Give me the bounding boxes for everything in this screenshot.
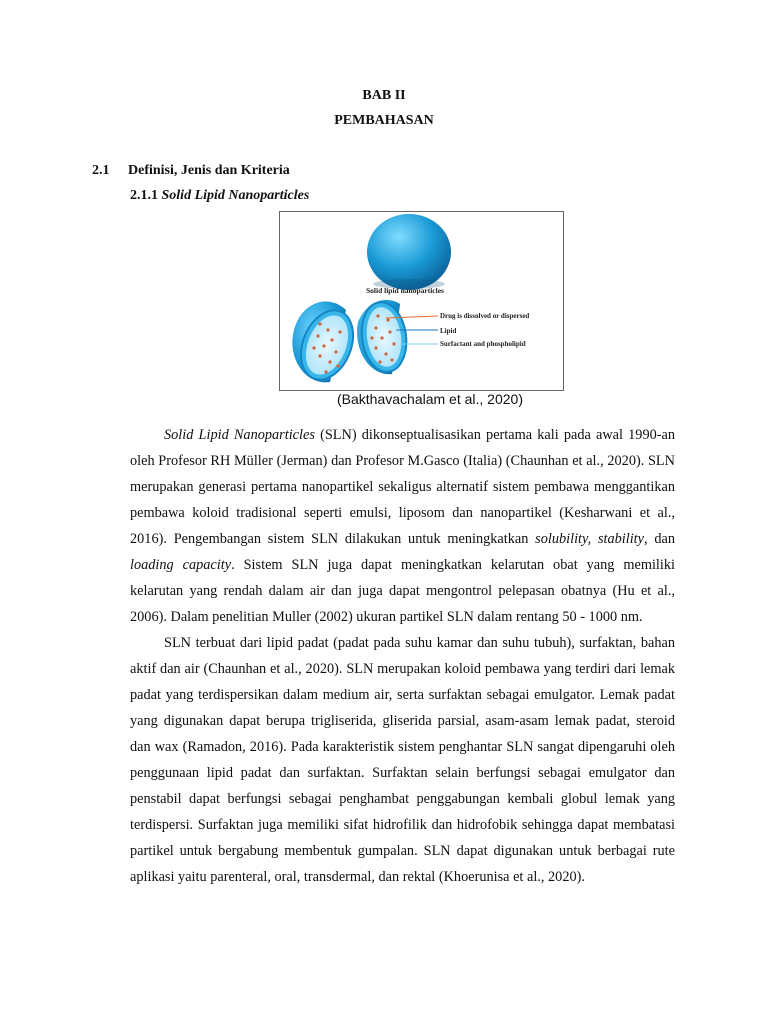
figure-caption: (Bakthavachalam et al., 2020) [337,391,523,407]
sln-figure [279,211,564,391]
figure-title-label: Solid lipid nanoparticles [366,286,444,295]
surfactant-label: Surfactant and phospholipid [440,340,526,348]
subsection-title: Solid Lipid Nanoparticles [161,188,310,203]
chapter-number: BAB II [362,88,406,103]
body-text [130,422,675,890]
p1-stability: stability [597,531,645,547]
cut-hemisphere-left [291,301,362,387]
p1-sep-2: , dan [644,531,676,547]
lipid-label: Lipid [440,327,457,335]
cut-hemisphere-right [357,299,411,374]
sln-illustration [280,212,563,390]
paragraph-2: SLN terbuat dari lipid padat (padat pada suhu kamar dan suhu tubuh), surfaktan, bahan aktif dan air (Chaunhan et al., 2020). SLN merupakan koloid pembawa yang terdiri dari lemak padat yang terdispersikan dalam medium air, serta surfaktan sebagai emulgator. Lemak padat yang digunakan dapat berupa trigliserida, gliserida parsial, asam-asam lemak padat, steroid dan wax (Ramadon, 2016). Pada karakteristik sistem penghantar SLN sangat dipengaruhi oleh penggunaan lipid padat dan surfaktan. Surfaktan selain berfungsi sebagai emulgator dan penstabil dapat berfungsi sebagai penghambat penggabungan kembali globul lemak yang terdispersi. Surfaktan juga memiliki sifat hidrofilik dan hidrofobik sehingga dapat membatasi partikel untuk bergabung membentuk gumpalan. SLN dapat digunakan untuk berbagai rute aplikasi yaitu parenteral, oral, transdermal, dan rektal (Khoerunisa et al., 2020). [130,635,675,885]
p1-solubility: solubility, [535,531,592,547]
subsection-number: 2.1.1 [130,188,158,203]
nanoparticle-sphere [367,214,451,290]
paragraph-1 [130,422,675,630]
section-heading [92,163,290,179]
p1-text-b: . Sistem SLN juga dapat meningkatkan kelarutan obat yang memiliki kelarutan yang rendah dalam air dan juga dapat mengontrol pelepasan obatnya (Hu et al., 2006). Dalam penelitian Muller (2002) ukuran partikel SLN dalam rentang 50 - 1000 nm. [130,557,675,625]
p1-text-a: (SLN) dikonseptualisasikan pertama kali pada awal 1990-an oleh Profesor RH Müller (Jerman) dan Profesor M.Gasco (Italia) (Chaunhan et al., 2020). SLN merupakan generasi pertama nanopartikel sekaligus alternatif sistem pembawa menggantikan pembawa koloid tradisional seperti emulsi, liposom dan nanopartikel (Kesharwani et al., 2016). Pengembangan sistem SLN dilakukan untuk meningkatkan [130,427,675,547]
drug-label: Drug is dissolved or dispersed [440,312,530,320]
section-title: Definisi, Jenis dan Kriteria [128,163,290,178]
p1-loading-capacity: loading capacity [130,557,232,573]
section-number: 2.1 [92,163,110,178]
chapter-title: PEMBAHASAN [334,113,434,128]
p1-sep-1 [591,531,598,547]
p1-italic-term: Solid Lipid Nanoparticles [164,427,315,443]
subsection-heading [130,188,309,204]
